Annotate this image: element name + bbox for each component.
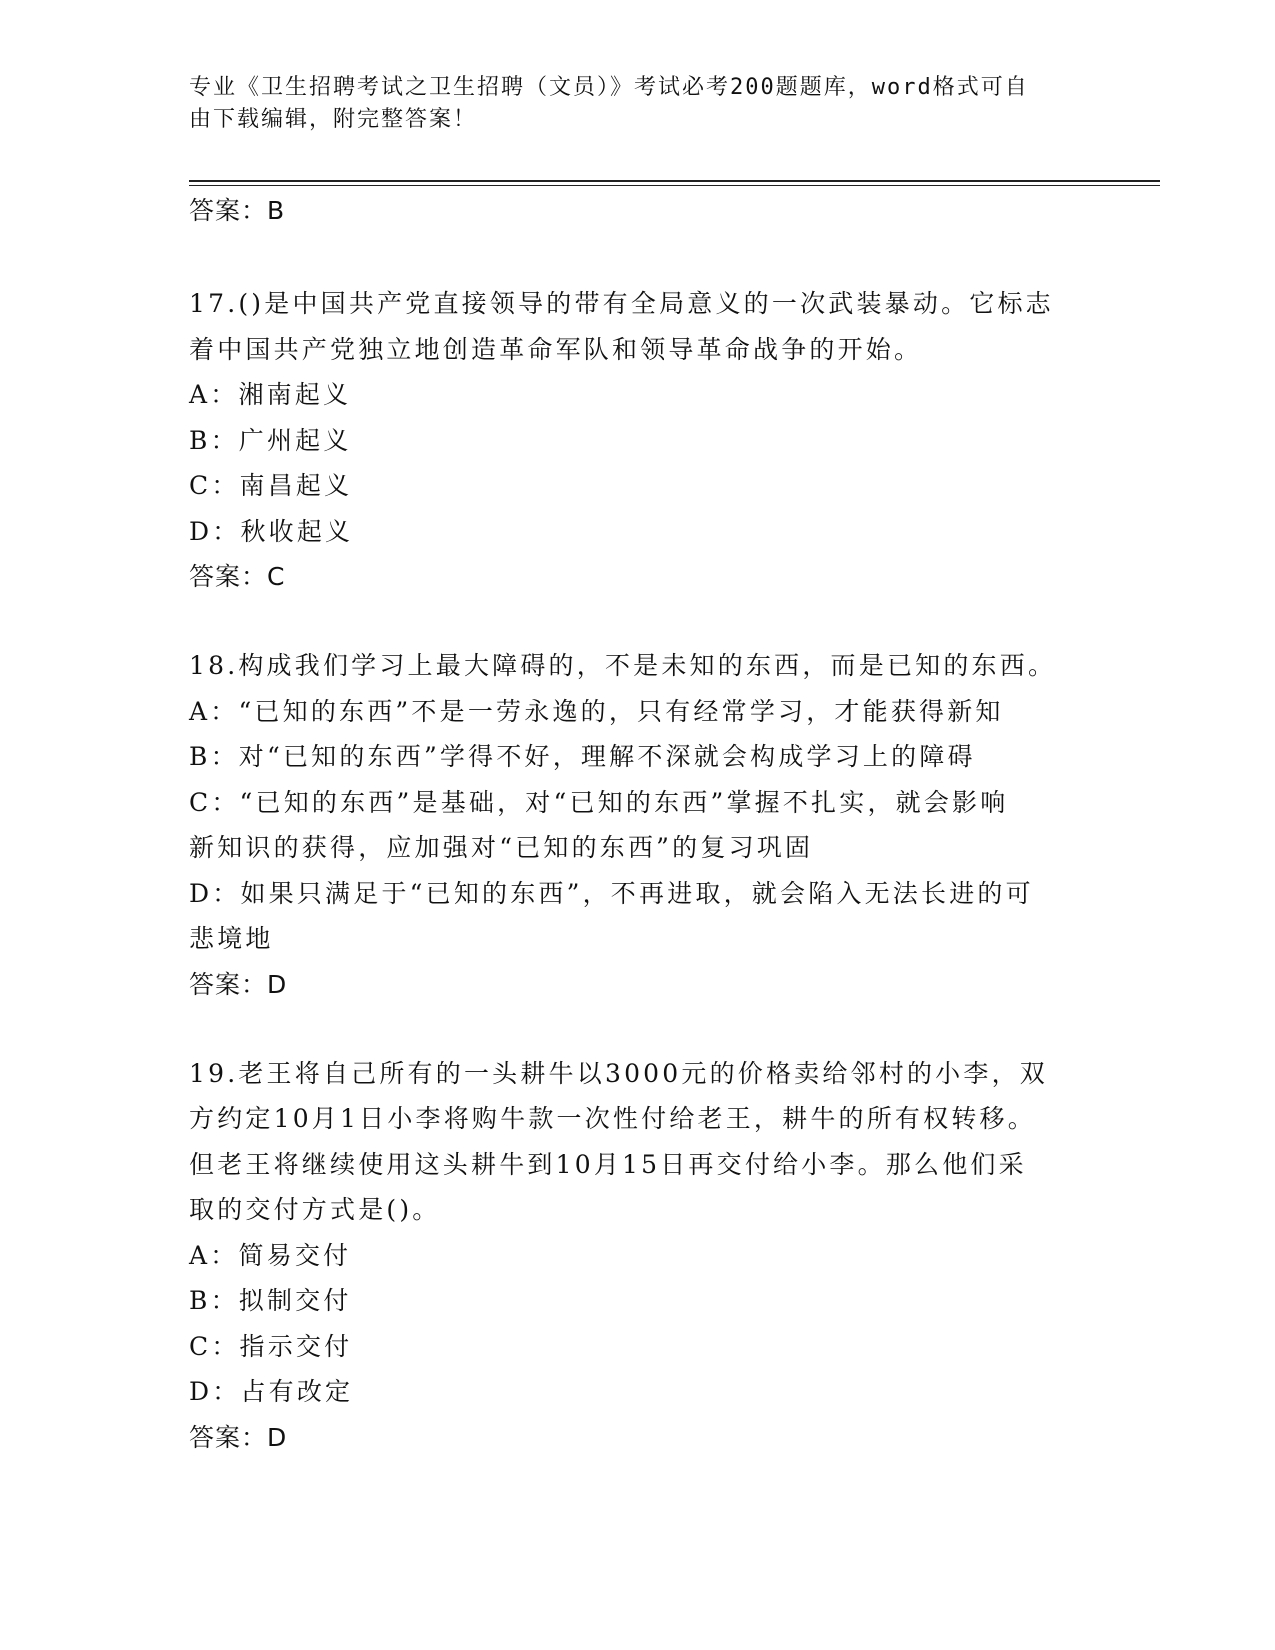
answer-value: D: [267, 1422, 287, 1452]
option-c: C：指示交付: [189, 1331, 353, 1361]
question-17: [189, 281, 1079, 600]
question-stem-line: 取的交付方式是()。: [189, 1195, 441, 1224]
option-a: A：湘南起义: [189, 380, 352, 409]
header-line-1: 专业《卫生招聘考试之卫生招聘（文员）》考试必考200题题库，word格式可自: [189, 75, 1029, 100]
question-18: [189, 643, 1079, 1008]
answer-label: 答案：: [189, 196, 268, 225]
answer-value: C: [267, 562, 285, 591]
question-stem-line: 18.构成我们学习上最大障碍的，不是未知的东西，而是已知的东西。: [189, 651, 1057, 680]
question-stem-line: 19.老王将自己所有的一头耕牛以3000元的价格卖给邻村的小李，双: [189, 1058, 1048, 1088]
question-answer: [189, 962, 1079, 1008]
question-19: [189, 1051, 1079, 1461]
option-b: B：拟制交付: [189, 1286, 352, 1315]
spacer: [189, 1008, 1079, 1051]
option-b: B：广州起义: [189, 425, 352, 455]
option-b: B：对“已知的东西”学得不好，理解不深就会构成学习上的障碍: [189, 742, 976, 771]
option-c: C：“已知的东西”是基础，对“已知的东西”掌握不扎实，就会影响: [189, 787, 1009, 817]
header-divider-thin: [189, 185, 1160, 186]
question-stem-line: 17.()是中国共产党直接领导的带有全局意义的一次武装暴动。它标志: [189, 289, 1054, 318]
document-header: [189, 72, 1089, 136]
option-d: D：秋收起义: [189, 516, 354, 546]
option-a: A：简易交付: [189, 1240, 352, 1270]
answer-value: D: [267, 969, 287, 999]
option-d-continued: 悲境地: [189, 924, 274, 953]
option-c-continued: 新知识的获得，应加强对“已知的东西”的复习巩固: [189, 833, 814, 862]
question-answer: [189, 554, 1079, 600]
answer-label: 答案：: [189, 562, 268, 591]
question-stem-line: 方约定10月1日小李将购牛款一次性付给老王，耕牛的所有权转移。: [189, 1104, 1036, 1133]
option-c: C：南昌起义: [189, 471, 353, 500]
previous-answer: [189, 188, 1079, 234]
header-divider-thick: [189, 180, 1160, 182]
option-a: A：“已知的东西”不是一劳永逸的，只有经常学习，才能获得新知: [189, 696, 1004, 726]
answer-value: B: [267, 196, 285, 225]
answer-label: 答案：: [189, 969, 268, 999]
question-stem-line: 着中国共产党独立地创造革命军队和领导革命战争的开始。: [189, 334, 923, 364]
header-line-2: 由下载编辑，附完整答案！: [189, 107, 478, 132]
answer-label: 答案：: [189, 1422, 268, 1452]
spacer: [189, 600, 1079, 643]
spacer: [189, 234, 1079, 281]
document-body: [189, 188, 1079, 1461]
question-stem-line: 但老王将继续使用这头耕牛到10月15日再交付给小李。那么他们采: [189, 1149, 1027, 1179]
option-d: D：占有改定: [189, 1377, 354, 1406]
question-answer: [189, 1415, 1079, 1461]
option-d: D：如果只满足于“已知的东西”，不再进取，就会陷入无法长进的可: [189, 878, 1034, 908]
